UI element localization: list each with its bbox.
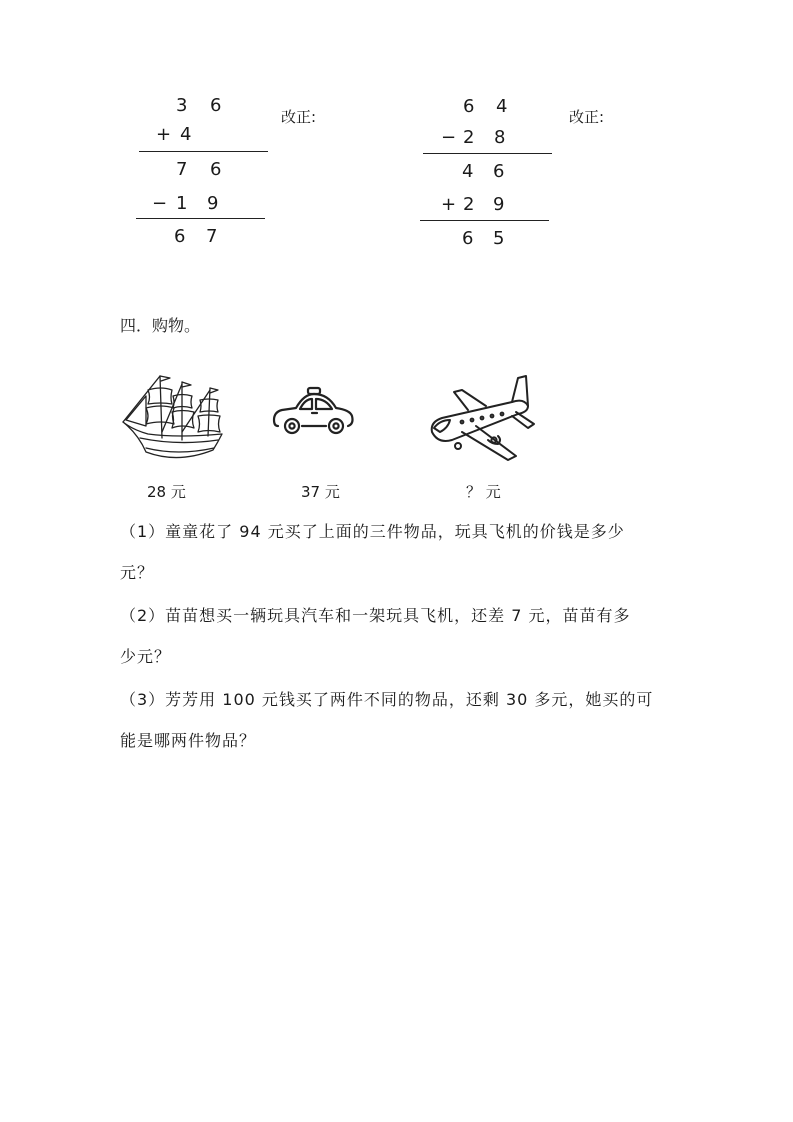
calc-digit: 7 [206, 226, 218, 247]
calc-operator: + [441, 194, 457, 215]
calc-digit: 5 [493, 228, 505, 249]
section-title: 四．购物。 [120, 316, 201, 335]
calc-digit: 3 [176, 95, 188, 116]
price-label: 37 元 [301, 483, 340, 501]
calc-digit: 6 [210, 159, 222, 180]
calc-line [139, 151, 268, 152]
calc-digit: 9 [493, 194, 505, 215]
calc-digit: 4 [496, 96, 508, 117]
price-label: 28 元 [147, 483, 186, 501]
calc-digit: 6 [462, 228, 474, 249]
calc-line [136, 218, 265, 219]
calc-digit: 4 [180, 124, 192, 145]
question-1-line-2: 元？ [120, 563, 155, 582]
calc-digit: 1 [176, 193, 188, 214]
calc-digit: 2 [463, 127, 475, 148]
question-1-line-1: （1）童童花了 94 元买了上面的三件物品，玩具飞机的价钱是多少 [120, 522, 625, 541]
calc-operator: − [441, 127, 457, 148]
airplane-icon [428, 374, 542, 464]
calc-operator: − [152, 193, 168, 214]
calc-digit: 6 [463, 96, 475, 117]
correction-label: 改正: [281, 108, 317, 126]
calc-operator: + [156, 124, 172, 145]
calc-digit: 4 [462, 161, 474, 182]
question-2-line-1: （2）苗苗想买一辆玩具汽车和一架玩具飞机，还差 7 元，苗苗有多 [120, 606, 631, 625]
car-icon [272, 382, 356, 440]
calc-digit: 9 [207, 193, 219, 214]
calc-digit: 7 [176, 159, 188, 180]
sailboat-icon [118, 372, 228, 464]
calc-line [420, 220, 549, 221]
calc-digit: 6 [174, 226, 186, 247]
calc-digit: 8 [494, 127, 506, 148]
question-2-line-2: 少元？ [120, 647, 172, 666]
correction-label: 改正: [569, 108, 605, 126]
question-3-line-1: （3）芳芳用 100 元钱买了两件不同的物品，还剩 30 多元，她买的可 [120, 690, 654, 709]
calc-digit: 2 [463, 194, 475, 215]
calc-digit: 6 [210, 95, 222, 116]
question-3-line-2: 能是哪两件物品？ [120, 731, 257, 750]
calc-digit: 6 [493, 161, 505, 182]
price-label: ？ 元 [466, 483, 501, 501]
calc-line [423, 153, 552, 154]
